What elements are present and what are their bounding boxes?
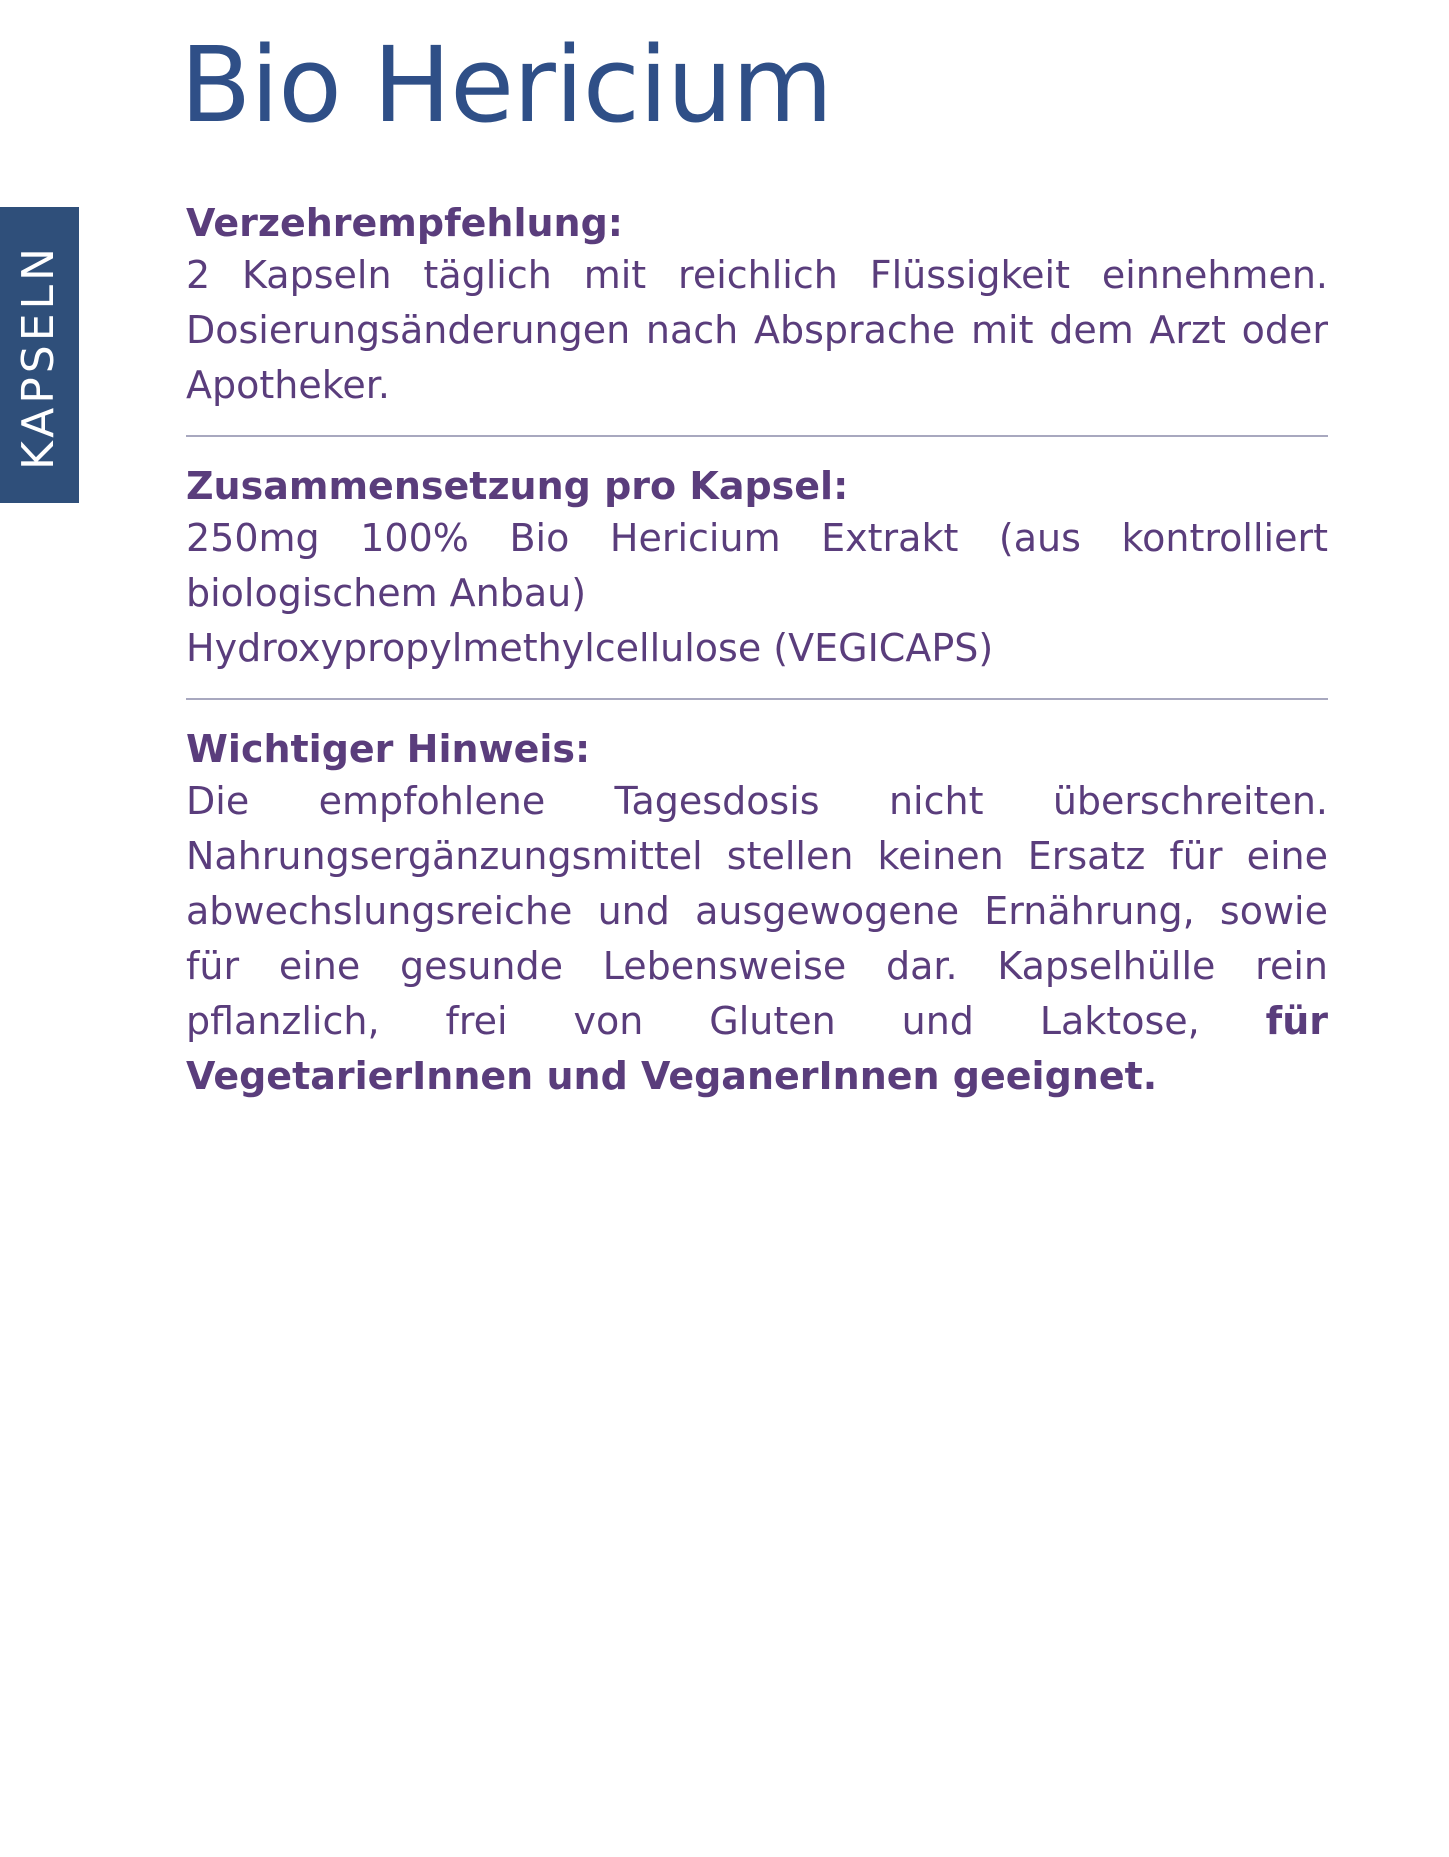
product-info xyxy=(186,198,1328,1104)
dosage-section xyxy=(186,198,1328,413)
divider xyxy=(186,435,1328,437)
side-tab-label: KAPSELN xyxy=(13,244,64,470)
dosage-heading: Verzehrempfehlung: xyxy=(186,201,623,245)
notice-heading: Wichtiger Hinweis: xyxy=(186,727,591,771)
product-title: Bio Hericium xyxy=(180,24,833,146)
composition-line-1: 250mg 100% Bio Hericium Extrakt (aus kontrolliert biologischem Anbau) xyxy=(186,516,1328,615)
notice-section xyxy=(186,724,1328,1104)
dosage-text: 2 Kapseln täglich mit reichlich Flüssigkeit einnehmen. Dosierungsänderungen nach Absprache mit dem Arzt oder Apotheker. xyxy=(186,253,1328,407)
notice-text xyxy=(186,774,1328,1104)
composition-section xyxy=(186,461,1328,676)
composition-heading: Zusammensetzung pro Kapsel: xyxy=(186,464,849,508)
composition-line-2: Hydroxypropylmethylcellulose (VEGICAPS) xyxy=(186,626,994,670)
side-tab xyxy=(0,207,79,503)
notice-emphasis: für VegetarierInnen und VeganerInnen geeignet. xyxy=(186,999,1328,1098)
divider xyxy=(186,698,1328,700)
notice-body: Die empfohlene Tagesdosis nicht überschreiten. Nahrungsergänzungsmittel stellen keinen Ersatz für eine abwechslungsreiche und ausgewogene Ernährung, sowie für eine gesunde Lebensweise dar. Kapselhülle rein pflanzlich, frei von Gluten und Laktose, xyxy=(186,779,1328,1043)
